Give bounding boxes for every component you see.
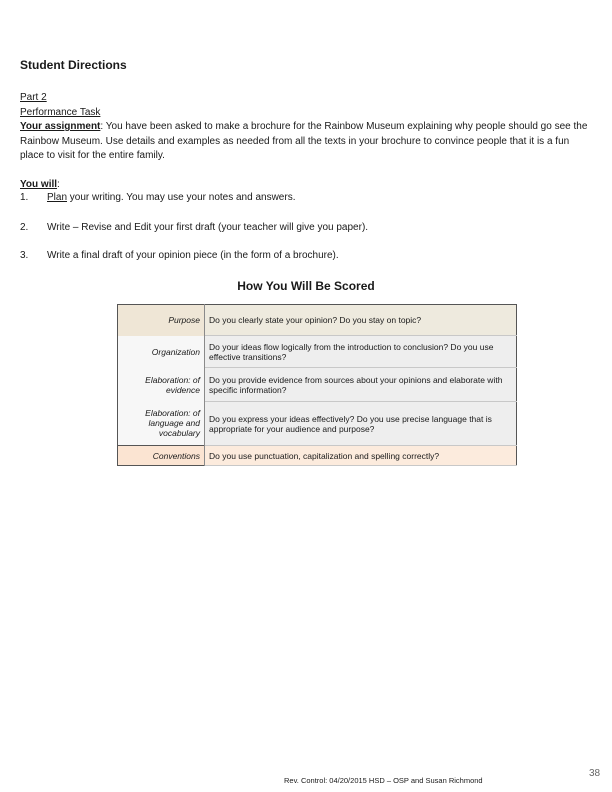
rubric-criterion: Conventions: [118, 446, 205, 466]
assignment-paragraph: [20, 120, 592, 164]
step-lead: Plan: [47, 192, 68, 203]
step-text: Plan your writing. You may use your notes and answers.: [47, 192, 296, 203]
footer-rev-control: Rev. Control: 04/20/2015 HSD – OSP and Susan Richmond: [284, 776, 483, 785]
assignment-text: : You have been asked to make a brochure for the Rainbow Museum explaining why people should go see the Rainbow Museum. Use details and examples as needed from all the texts in your brochure to convince people that it is a fun place to visit for the entire family.: [20, 121, 588, 161]
rubric-row: [118, 446, 517, 466]
task-label: Performance Task: [20, 106, 101, 118]
rubric-description: Do your ideas flow logically from the introduction to conclusion? Do you use effective transitions?: [205, 336, 517, 368]
step-number: 1.: [20, 192, 29, 203]
rubric-criterion: Purpose: [118, 305, 205, 336]
rubric-row: [118, 336, 517, 368]
rubric-criterion: Organization: [118, 336, 205, 368]
rubric-row: [118, 368, 517, 402]
step-text: Write a final draft of your opinion piece (in the form of a brochure).: [47, 250, 339, 261]
rubric-criterion: Elaboration: of language and vocabulary: [118, 402, 205, 446]
rubric-criterion: Elaboration: of evidence: [118, 368, 205, 402]
assignment-block: [20, 91, 592, 164]
you-will-label: You will: [20, 179, 58, 190]
rubric-row: [118, 305, 517, 336]
rubric-row: [118, 402, 517, 446]
assignment-label: Your assignment: [20, 121, 101, 132]
step-number: 2.: [20, 222, 29, 233]
part-label: Part 2: [20, 92, 47, 103]
rubric-description: Do you use punctuation, capitalization and spelling correctly?: [205, 446, 517, 466]
rubric-description: Do you express your ideas effectively? Do you use precise language that is appropriate for your audience and purpose?: [205, 402, 517, 446]
rubric-description: Do you provide evidence from sources about your opinions and elaborate with specific information?: [205, 368, 517, 402]
scoring-rubric-table: [117, 304, 517, 466]
page-number: 38: [589, 768, 601, 779]
step-text: Write – Revise and Edit your first draft (your teacher will give you paper).: [47, 222, 369, 233]
scored-heading: How You Will Be Scored: [237, 279, 375, 293]
step-number: 3.: [20, 250, 29, 261]
you-will-heading: You will:: [20, 179, 60, 190]
page-title: Student Directions: [20, 58, 127, 72]
rubric-description: Do you clearly state your opinion? Do you stay on topic?: [205, 305, 517, 336]
